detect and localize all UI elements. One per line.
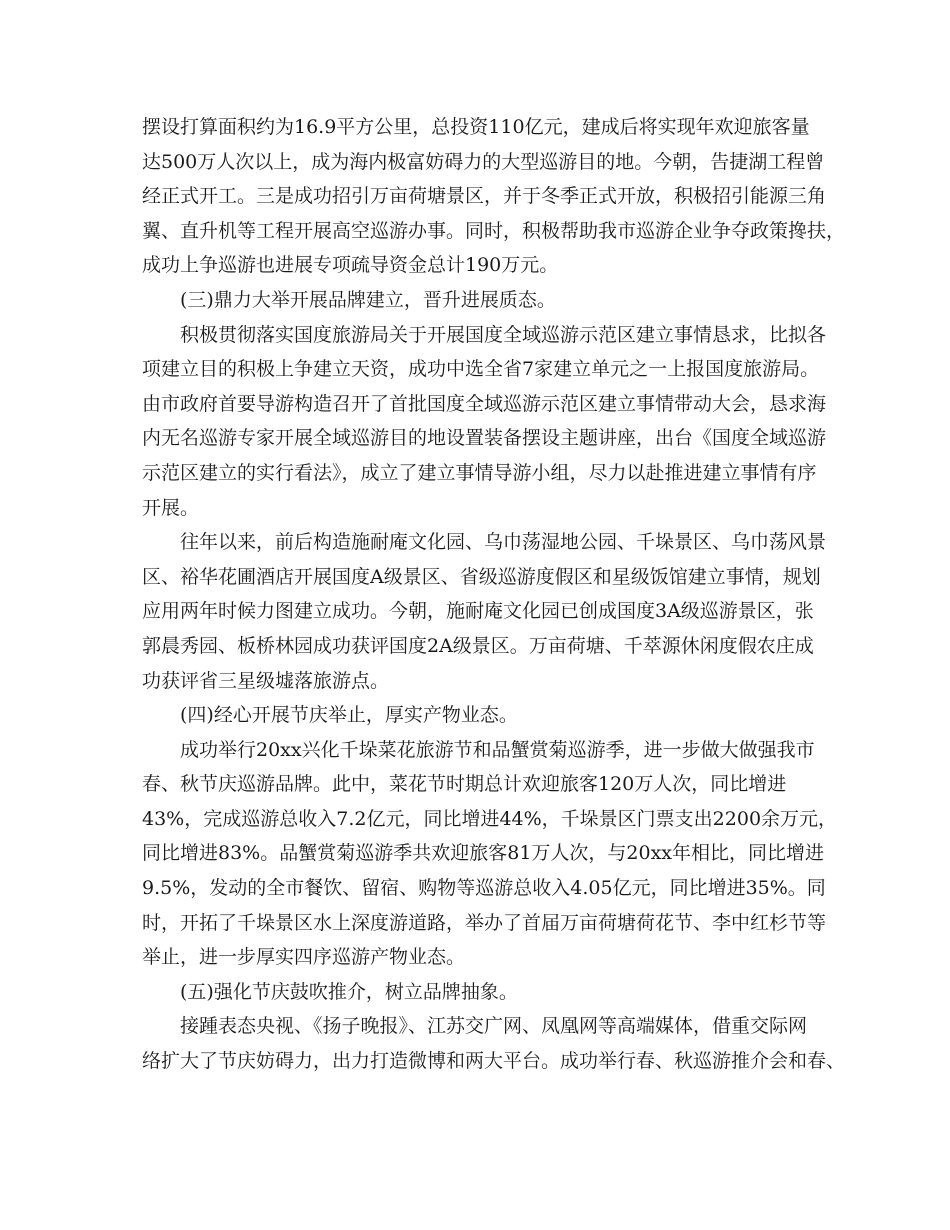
text-line: 同比增进83%。品蟹赏菊巡游季共欢迎旅客81万人次，与20xx年相比，同比增进: [142, 842, 825, 865]
text-line: 由市政府首要导游构造召开了首批国度全域巡游示范区建立事情带动大会，恳求海: [142, 392, 827, 415]
text-line: 时，开拓了千垛景区水上深度游道路，举办了首届万亩荷塘荷花节、李中红杉节等: [142, 911, 827, 934]
text-line: 举止，进一步厚实四序巡游产物业态。: [142, 946, 466, 969]
text-line: 示范区建立的实行看法》，成立了建立事情导游小组，尽力以赴推进建立事情有序: [142, 461, 817, 484]
text-line: (四)经心开展节庆举止，厚实产物业态。: [180, 704, 518, 727]
document-body: [142, 110, 846, 1079]
text-line: 春、秋节庆巡游品牌。此中，菜花节时期总计欢迎旅客120万人次，同比增进: [142, 773, 787, 796]
text-line: 9.5%，发动的全市餐饮、留宿、购物等巡游总收入4.05亿元，同比增进35%。同: [142, 877, 826, 900]
text-line: 区、裕华花圃酒店开展国度A级景区、省级巡游度假区和星级饭馆建立事情，规划: [142, 565, 821, 588]
text-line: 积极贯彻落实国度旅游局关于开展国度全域巡游示范区建立事情恳求，比拟各: [180, 323, 827, 346]
text-line: (五)强化节庆鼓吹推介，树立品牌抽象。: [180, 980, 518, 1003]
text-line: 摆设打算面积约为16.9平方公里，总投资110亿元，建成后将实现年欢迎旅客量: [142, 116, 810, 138]
text-line: 郭晨秀园、板桥林园成功获评国度2A级景区。万亩荷塘、千萃源休闲度假农庄成: [142, 634, 814, 657]
text-line: 成功举行20xx兴化千垛菜花旅游节和品蟹赏菊巡游季，进一步做大做强我市: [180, 738, 815, 761]
text-line: 应用两年时候力图建立成功。今朝，施耐庵文化园已创成国度3A级巡游景区，张: [142, 600, 814, 623]
text-line: 43%，完成巡游总收入7.2亿元，同比增进44%，千垛景区门票支出2200余万元，: [142, 807, 838, 830]
text-line: 达500万人次以上，成为海内极富妨碍力的大型巡游目的地。今朝，告捷湖工程曾: [142, 150, 825, 173]
text-line: 开展。: [142, 496, 200, 519]
text-line: (三)鼎力大举开展品牌建立，晋升进展质态。: [180, 288, 556, 311]
text-line: 内无名巡游专家开展全域巡游目的地设置装备摆设主题讲座，出台《国度全域巡游: [142, 427, 827, 450]
text-line: 往年以来，前后构造施耐庵文化园、乌巾荡湿地公园、千垛景区、乌巾荡风景: [180, 531, 827, 554]
text-line: 成功上争巡游也进展专项疏导资金总计190万元。: [142, 254, 559, 277]
text-line: 络扩大了节庆妨碍力，出力打造微博和两大平台。成功举行春、秋巡游推介会和春、: [142, 1050, 846, 1073]
text-line: 接踵表态央视、《扬子晚报》、江苏交广网、凤凰网等高端媒体，借重交际网: [180, 1015, 808, 1038]
text-line: 功获评省三星级墟落旅游点。: [142, 669, 390, 692]
text-line: 项建立目的积极上争建立天资，成功中选全省7家建立单元之一上报国度旅游局。: [142, 358, 820, 381]
text-line: 经正式开工。三是成功招引万亩荷塘景区，并于冬季正式开放，积极招引能源三角: [142, 185, 827, 208]
text-line: 翼、直升机等工程开展高空巡游办事。同时，积极帮助我市巡游企业争夺政策搀扶，: [142, 219, 846, 242]
